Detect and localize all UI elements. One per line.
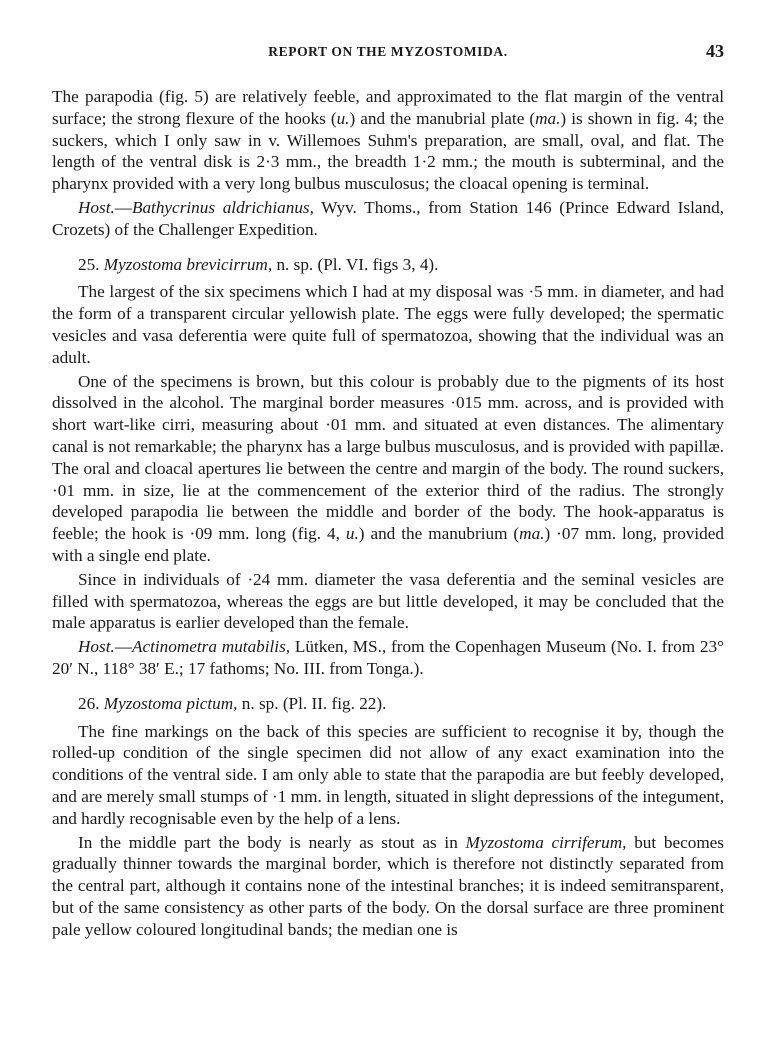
text-run: One of the specimens is brown, but this colour is probably due to the pigments of its host dissolved in the alcohol. The marginal border measures ·015 mm. across, and is provided with short wart-like cirri, measuring about ·01 mm. and situated at even distances. The alimentary canal is not remarkable; the pharynx has a large bulbus musculosus, and is provided with papillæ. The oral and cloacal apertures lie between the centre and margin of the body. The round suckers, ·01 mm. in size, lie at the commencement of the exterior third of the radius. The strongly developed parapodia lie between the middle and border of the body. The hook-apparatus is feeble; the hook is ·09 mm. long (fig. 4,	[52, 371, 724, 544]
page-number: 43	[706, 41, 724, 61]
page-header	[52, 41, 724, 66]
host-paragraph-1	[52, 197, 724, 241]
text-run: ) and the manubrium (	[358, 524, 520, 544]
host-label: Host.	[78, 637, 115, 657]
text-run: Lütken, MS., from the Copenhagen Museum (No. I. from 23° 20′ N., 118° 38′ E.; 17 fathoms; No. III. from Tonga.).	[52, 637, 724, 678]
page-body	[52, 86, 724, 940]
host-paragraph-2	[52, 636, 724, 680]
dash: —	[114, 197, 132, 217]
italic-abbrev: u.	[336, 108, 350, 128]
text-run: n. sp. (Pl. VI. figs 3, 4).	[272, 254, 439, 274]
host-species: Actinometra mutabilis,	[131, 637, 291, 657]
italic-abbrev: ma.	[535, 108, 561, 128]
text-run: ) ·07 mm. long, provided with a single end plate.	[52, 524, 724, 565]
paragraph-fine-markings: The fine markings on the back of this species are sufficient to recognise it by, though the rolled-up condition of the single specimen did not allow of any exact examination into the conditions of the ventral side. I am only able to state that the parapodia are but feebly developed, and are merely small stumps of ·1 mm. in length, situated in slight depressions of the integument, and hardly recognisable even by the help of a lens.	[52, 721, 724, 828]
species-name: Myzostoma cirriferum,	[465, 832, 627, 852]
text-run: n. sp. (Pl. II. fig. 22).	[237, 693, 387, 713]
paragraph-middle-part	[52, 832, 724, 941]
paragraph-individuals: Since in individuals of ·24 mm. diameter the vasa deferentia and the seminal vesicles are filled with spermatozoa, whereas the eggs are but little developed, it may be concluded that the male apparatus is earlier developed than the female.	[52, 569, 724, 633]
species-name: Myzostoma pictum,	[103, 693, 238, 713]
text-run: Wyv. Thoms., from Station 146 (Prince Edward Island, Crozets) of the Challenger Expedition.	[52, 197, 724, 239]
species-number: 26.	[78, 693, 104, 713]
text-run: but becomes gradually thinner towards the marginal border, which is therefore not distinctly separated from the central part, although it contains none of the intestinal branches; it is indeed semitransparent, but of the same consistency as other parts of the body. On the dorsal surface are three prominent pale yellow coloured longitudinal bands; the median one is	[52, 832, 724, 939]
species-name: Myzostoma brevicirrum,	[103, 254, 273, 274]
text-run: The parapodia (fig. 5) are relatively feeble, and approximated to the flat margin of the ventral surface; the strong flexure of the hooks (	[52, 87, 724, 128]
host-label: Host.	[78, 197, 115, 217]
species-heading-26	[52, 693, 724, 715]
italic-abbrev: u.	[345, 524, 359, 544]
paragraph-parapodia	[52, 86, 724, 195]
paragraph-brown-specimen	[52, 371, 724, 567]
text-run: ) is shown in fig. 4; the suckers, which I only saw in v. Willemoes Suhm's preparation, are small, oval, and flat. The length of the ventral disk is 2·3 mm., the breadth 1·2 mm.; the mouth is subterminal, and the pharynx provided with a very long bulbus musculosus; the cloacal opening is terminal.	[52, 108, 724, 194]
paragraph-largest-specimen: The largest of the six specimens which I had at my disposal was ·5 mm. in diameter, and had the form of a transparent circular yellowish plate. The eggs were fully developed; the spermatic vesicles and vasa deferentia were quite full of spermatozoa, showing that the individual was an adult.	[52, 282, 724, 367]
text-run: In the middle part the body is nearly as stout as in	[78, 832, 466, 852]
host-species: Bathycrinus aldrichianus,	[131, 197, 314, 217]
species-number: 25.	[78, 254, 104, 274]
text-run: ) and the manubrial plate (	[349, 108, 536, 128]
dash: —	[114, 637, 132, 657]
running-title: REPORT ON THE MYZOSTOMIDA.	[268, 44, 508, 59]
species-heading-25	[52, 254, 724, 276]
italic-abbrev: ma.	[519, 524, 545, 544]
